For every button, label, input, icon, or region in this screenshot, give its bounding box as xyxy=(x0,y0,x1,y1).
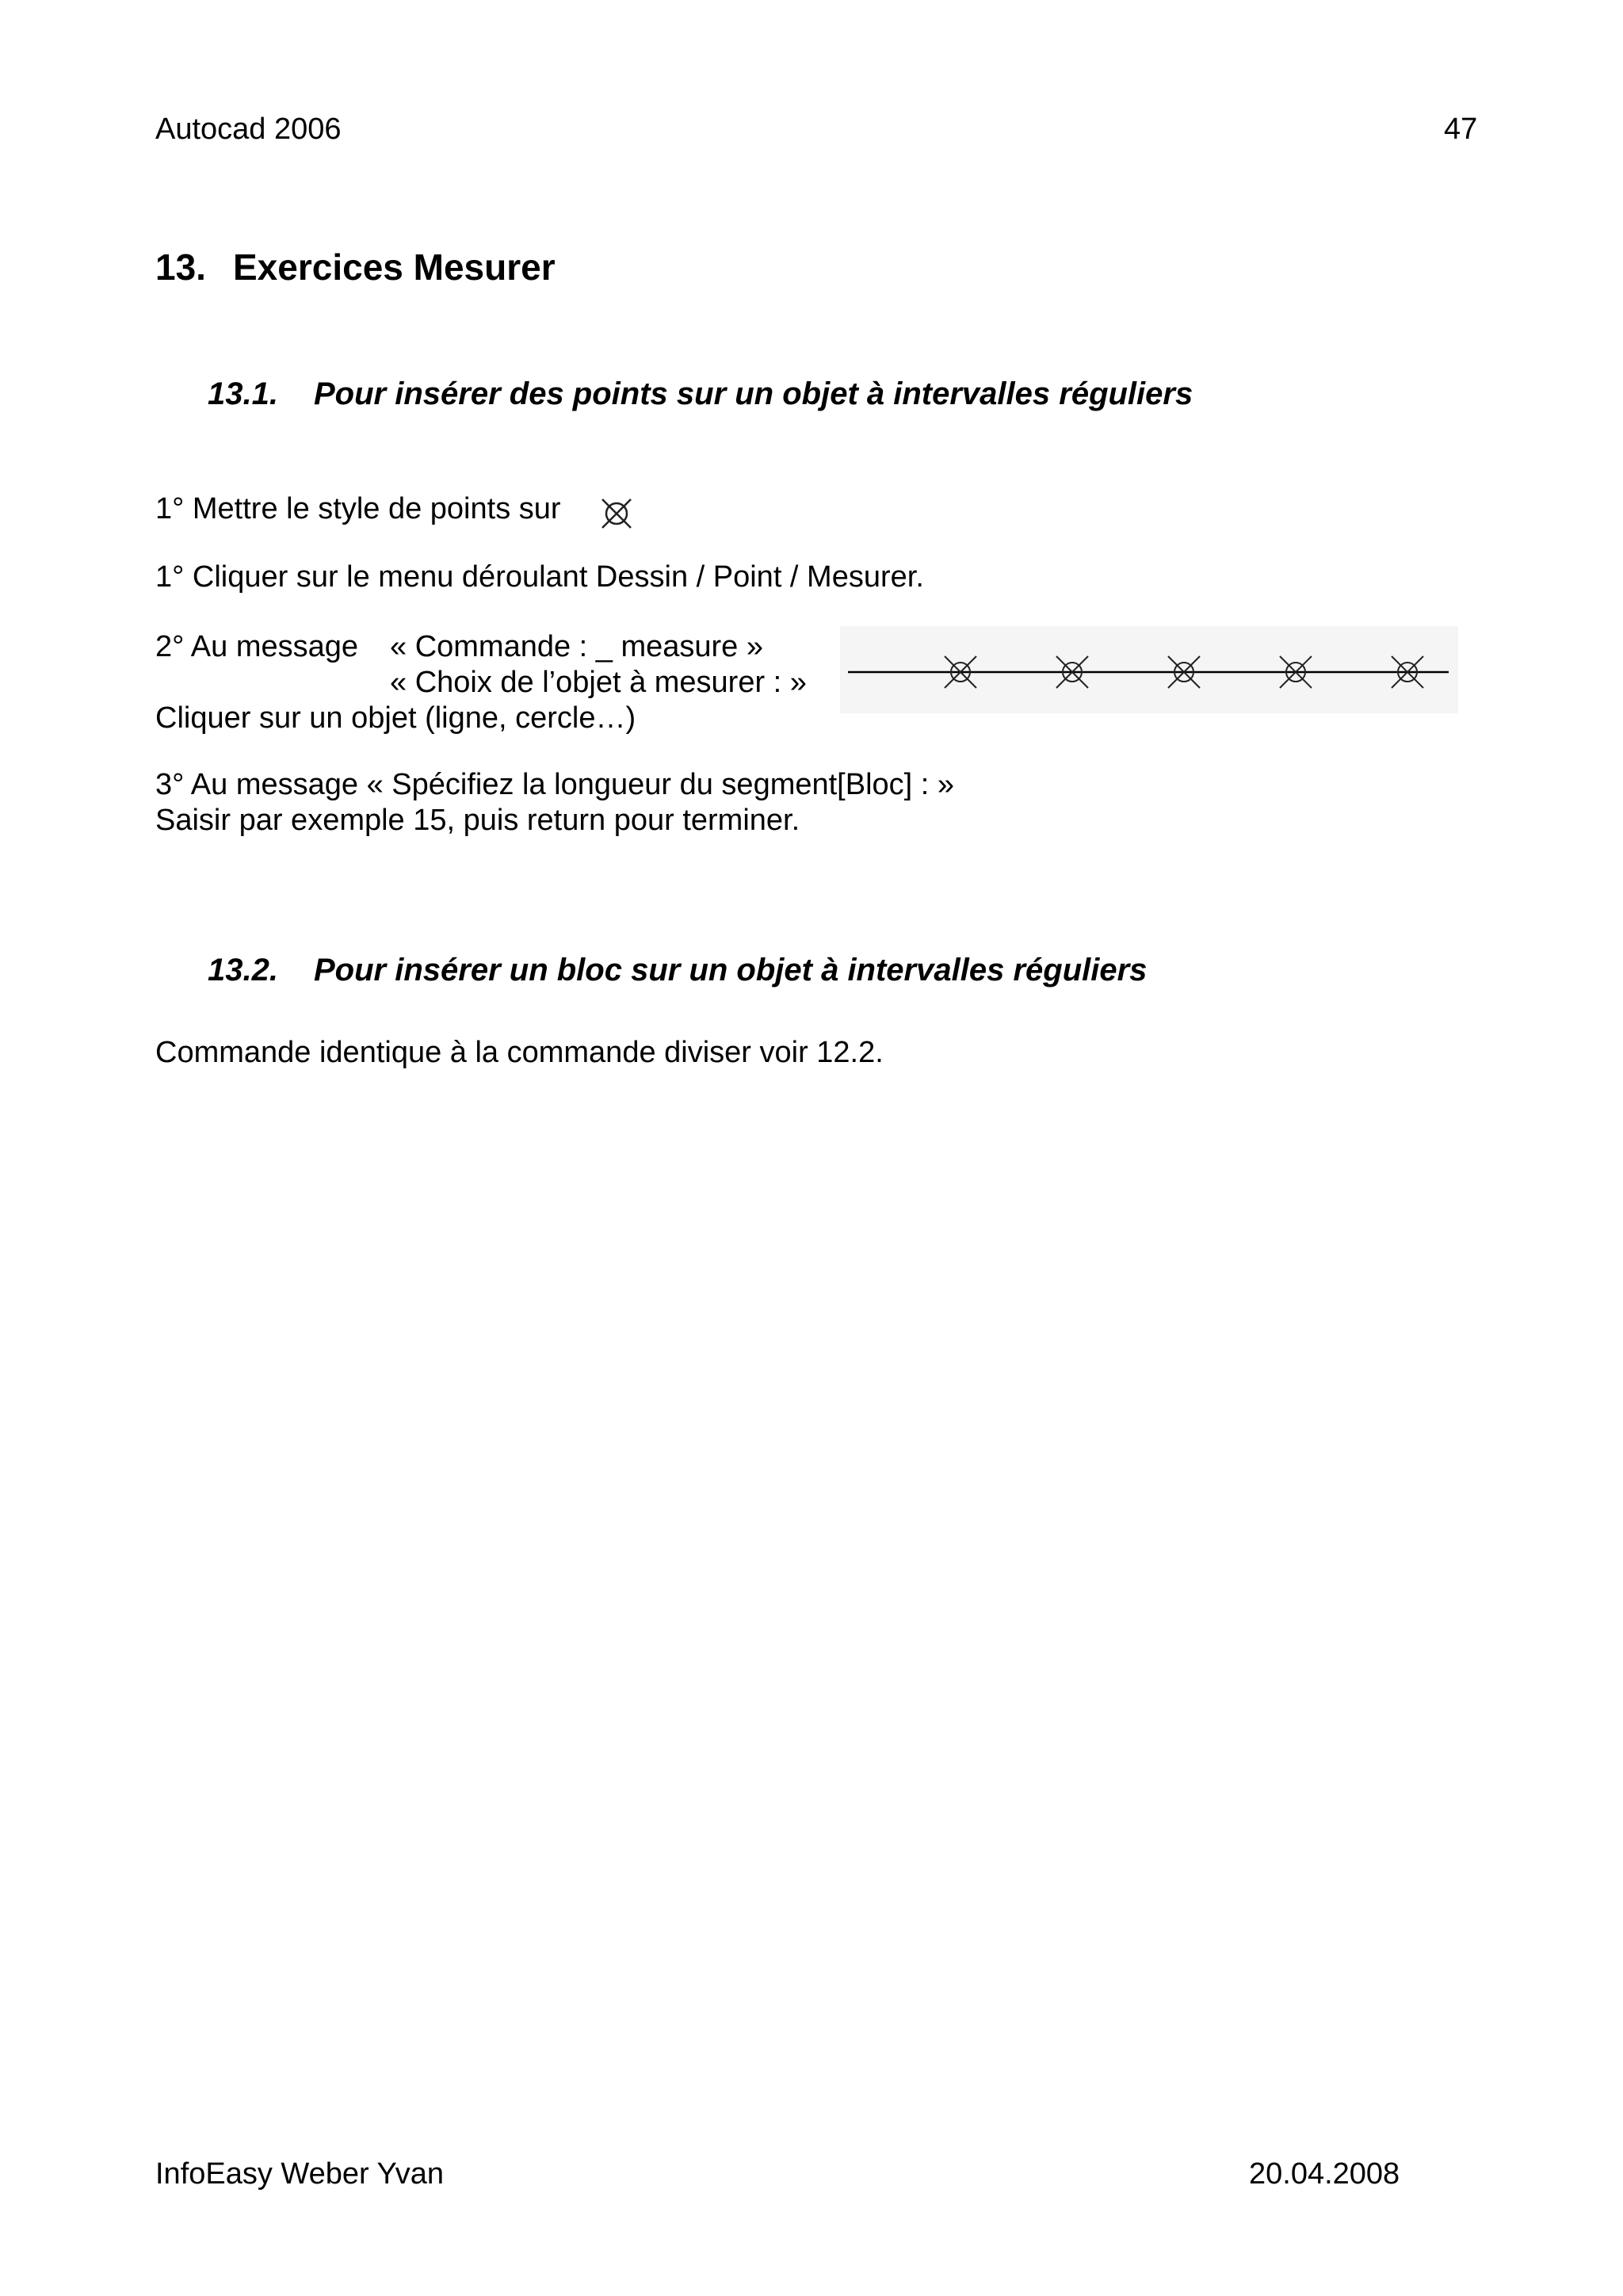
step2-label: 2° Au message xyxy=(155,630,359,663)
subsection-number-2: 13.2. xyxy=(208,953,278,988)
step3-message: 3° Au message « Spécifiez la longueur du segment[Bloc] : » xyxy=(155,768,955,801)
step-menu-text: 1° Cliquer sur le menu déroulant Dessin / Point / Mesurer. xyxy=(155,560,924,594)
step2-message-1: « Commande : _ measure » xyxy=(390,630,764,663)
step2-message-2: « Choix de l’objet à mesurer : » xyxy=(390,666,807,699)
section-title: Exercices Mesurer xyxy=(233,246,556,288)
step3-action: Saisir par exemple 15, puis return pour terminer. xyxy=(155,804,800,837)
subsection-number: 13.1. xyxy=(208,376,278,411)
footer-date: 20.04.2008 xyxy=(1249,2157,1400,2191)
step-style-text: 1° Mettre le style de points sur xyxy=(155,492,561,525)
subsection-title: Pour insérer des points sur un objet à intervalles réguliers xyxy=(314,376,1193,411)
subsection-title-2: Pour insérer un bloc sur un objet à intervalles réguliers xyxy=(314,953,1148,988)
circle-cross-point-icon xyxy=(598,495,636,533)
step2-action: Cliquer sur un objet (ligne, cercle…) xyxy=(155,701,636,735)
sub2-text: Commande identique à la commande diviser voir 12.2. xyxy=(155,1036,884,1069)
footer-author: InfoEasy Weber Yvan xyxy=(155,2157,445,2191)
page-number: 47 xyxy=(1444,113,1478,146)
section-number: 13. xyxy=(155,246,206,288)
header-title: Autocad 2006 xyxy=(155,113,342,146)
line-with-points-icon xyxy=(840,626,1458,713)
